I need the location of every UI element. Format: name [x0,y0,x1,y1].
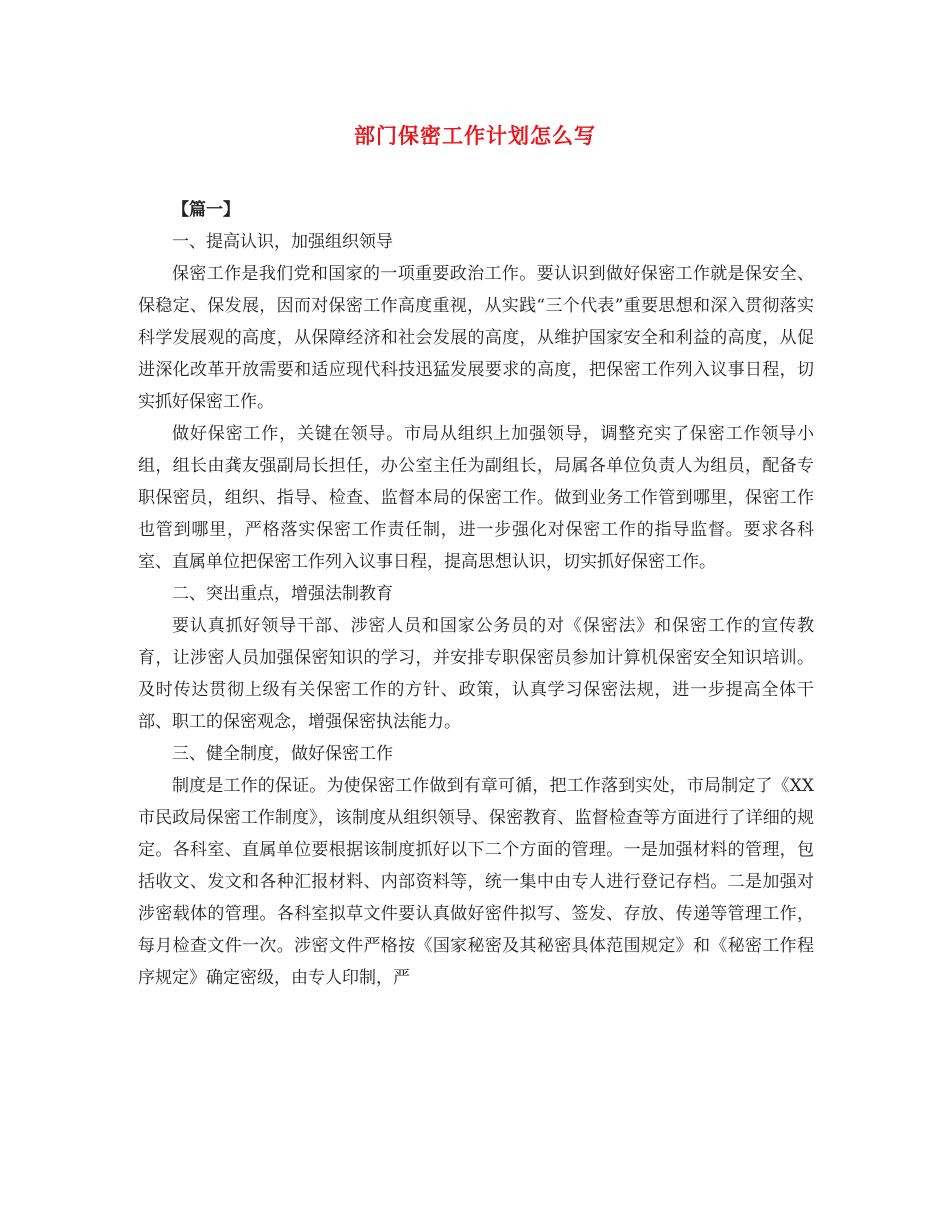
heading-3: 三、健全制度，做好保密工作 [172,744,393,764]
heading-2: 二、突出重点，增强法制教育 [172,584,393,604]
section-label: 【篇一】 [172,200,240,220]
paragraph-1: 保密工作是我们党和国家的一项重要政治工作。要认识到做好保密工作就是保安全、保稳定、保发展，因而对保密工作高度重视，从实践“三个代表”重要思想和深入贯彻落实科学发展观的高度，从保障经济和社会发展的高度，从维护国家安全和利益的高度，从促进深化改革开放需要和适应现代科技迅猛发展要求的高度，把保密工作列入议事日程，切实抓好保密工作。 [138,264,814,412]
heading-1: 一、提高认识，加强组织领导 [172,232,393,252]
paragraph-2: 做好保密工作，关键在领导。市局从组织上加强领导，调整充实了保密工作领导小组，组长由龚友强副局长担任，办公室主任为副组长，局属各单位负责人为组员，配备专职保密员，组织、指导、检查、监督本局的保密工作。做到业务工作管到哪里，保密工作也管到哪里，严格落实保密工作责任制，进一步强化对保密工作的指导监督。要求各科室、直属单位把保密工作列入议事日程，提高思想认识，切实抓好保密工作。 [138,424,814,572]
paragraph-3: 要认真抓好领导干部、涉密人员和国家公务员的对《保密法》和保密工作的宣传教育，让涉密人员加强保密知识的学习，并安排专职保密员参加计算机保密安全知识培训。及时传达贯彻上级有关保密工作的方针、政策，认真学习保密法规，进一步提高全体干部、职工的保密观念，增强保密执法能力。 [138,616,814,732]
document-title: 部门保密工作计划怎么写 [354,123,596,148]
paragraph-4: 制度是工作的保证。为使保密工作做到有章可循，把工作落到实处，市局制定了《XX市民政局保密工作制度》，该制度从组织领导、保密教育、监督检查等方面进行了详细的规定。各科室、直属单位要根据该制度抓好以下二个方面的管理。一是加强材料的管理，包括收文、发文和各种汇报材料、内部资料等，统一集中由专人进行登记存档。二是加强对涉密载体的管理。各科室拟草文件要认真做好密件拟写、签发、存放、传递等管理工作，每月检查文件一次。涉密文件严格按《国家秘密及其秘密具体范围规定》和《秘密工作程序规定》确定密级，由专人印制，严 [138,776,814,988]
document-body [138,194,814,994]
